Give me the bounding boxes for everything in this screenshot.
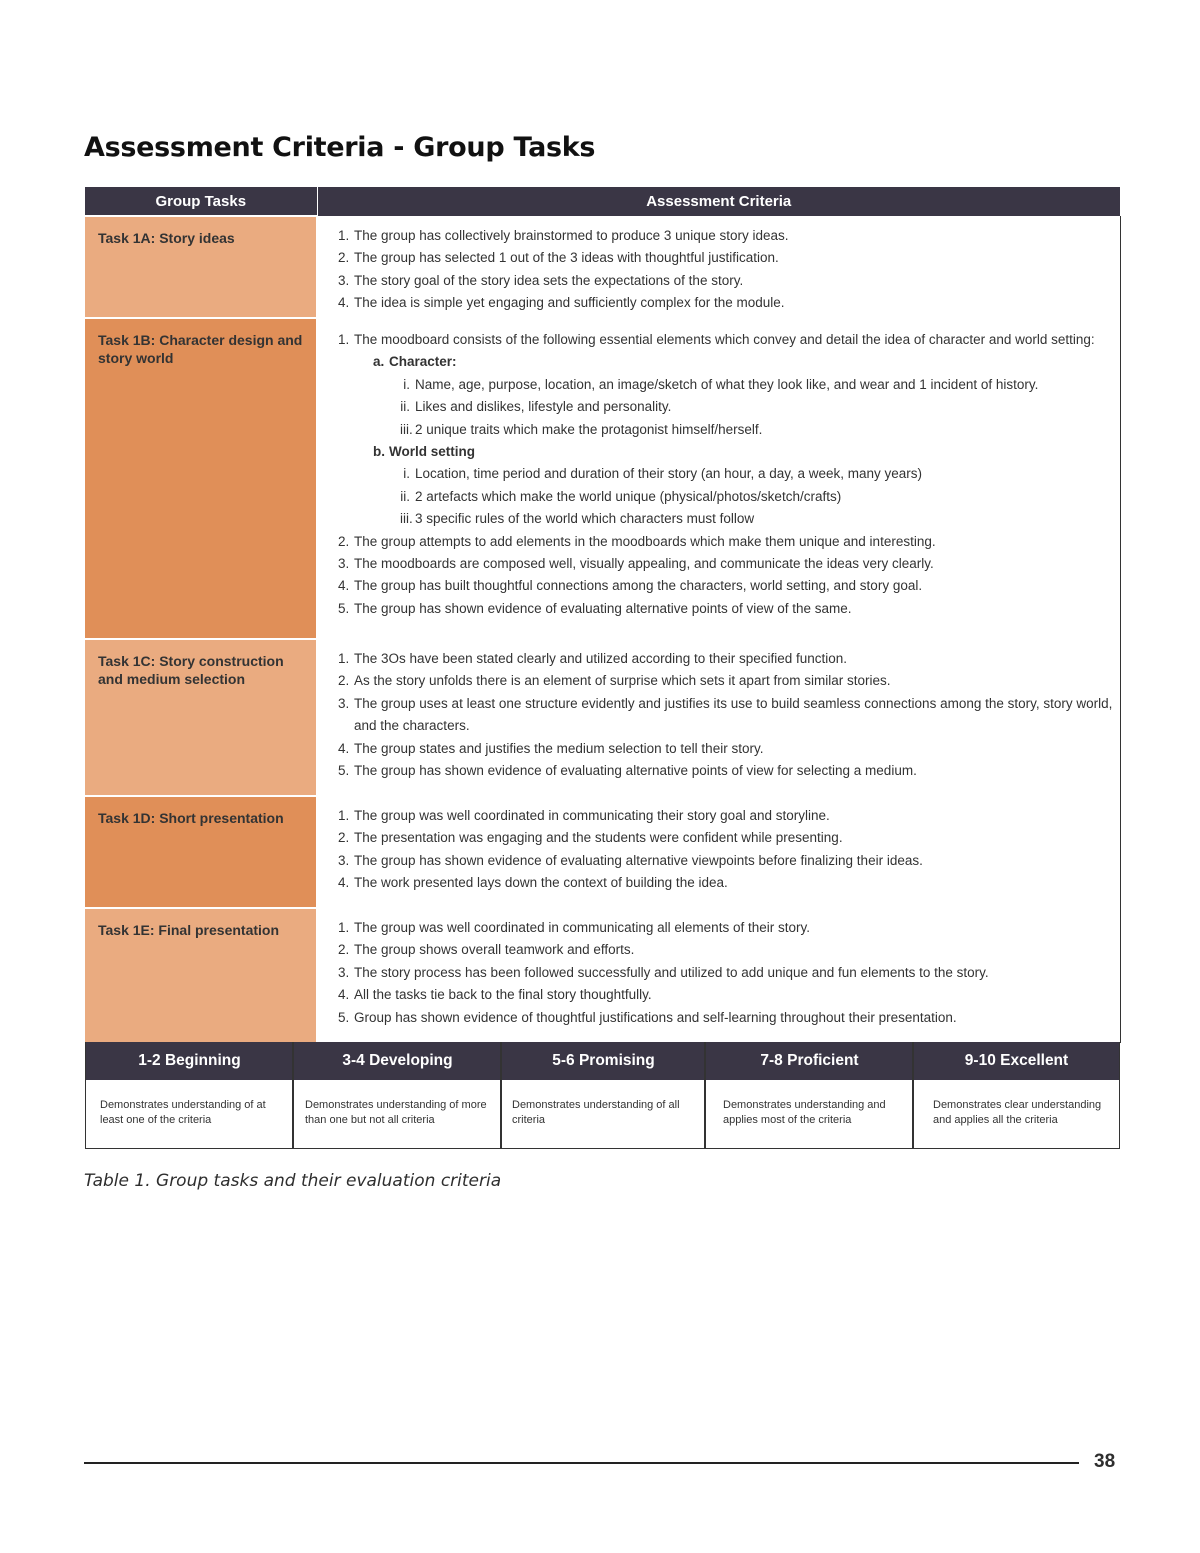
criteria-list: [338, 917, 1114, 1029]
rubric-level-description: Demonstrates understanding of all criteria: [512, 1099, 680, 1126]
list-item: 1. The group was well coordinated in communicating all elements of their story.: [338, 920, 810, 935]
list-item: 4. The group has built thoughtful connections among the characters, world setting, and story goal.: [338, 578, 923, 594]
list-item: 3. The story process has been followed successfully and utilized to add unique and fun elements to the story.: [338, 964, 989, 980]
page-number: 38: [1094, 1451, 1116, 1472]
rubric-level-title: 3-4 Developing: [294, 1042, 501, 1080]
criteria-list: [338, 648, 1114, 782]
rubric-level-promising: [500, 1042, 705, 1148]
rubric-level-description: Demonstrates understanding of at least one of the criteria: [100, 1099, 266, 1126]
table-caption: Table 1. Group tasks and their evaluation criteria: [84, 1171, 502, 1191]
sub-item-world-setting: b. World setting i. Location, time period and duration of their story (an hour, a day, a week, many years) ii. 2 artefacts which make the world unique (physical/photos/sketch/crafts) iii. 3 specific rules of the world which characters must follow: [373, 441, 1114, 531]
list-item: iii. 2 unique traits which make the protagonist himself/herself.: [400, 421, 763, 437]
list-item: 5. Group has shown evidence of thoughtful justifications and self-learning throughout their presentation.: [338, 1009, 957, 1025]
list-item: i. Location, time period and duration of their story (an hour, a day, a week, many years): [403, 466, 923, 482]
list-item: 2. As the story unfolds there is an element of surprise which sets it apart from similar stories.: [338, 673, 891, 689]
list-item: iii. 3 specific rules of the world which characters must follow: [400, 511, 755, 527]
sub-item-character: a. Character: i. Name, age, purpose, location, an image/sketch of what they look like, and wear and 1 incident of history. ii. Likes and dislikes, lifestyle and personality. iii. 2 unique traits which make the protagonist himself/herself.: [373, 351, 1114, 441]
table-row-task-1e: [85, 908, 1120, 1043]
task-label: Task 1E: Final presentation: [85, 908, 317, 1043]
roman-list: [389, 374, 1114, 441]
header-assessment-criteria: Assessment Criteria: [317, 187, 1120, 216]
rubric-level-description: Demonstrates understanding of more than one but not all criteria: [305, 1099, 487, 1126]
rubric-level-title: 5-6 Promising: [502, 1042, 705, 1080]
criteria-cell: [317, 216, 1120, 318]
rubric-level-description: Demonstrates clear understanding and applies all the criteria: [933, 1099, 1102, 1126]
list-item: 4. The work presented lays down the context of building the idea.: [338, 875, 728, 891]
footer-divider: [84, 1462, 1079, 1464]
criteria-cell: [317, 796, 1120, 908]
rubric-scale: [85, 1042, 1120, 1149]
list-item: 1. The moodboard consists of the following essential elements which convey and detail the idea of character and world setting: a. Character: i. Name, age, purpose, location, an image/sketch of what they look like, and wear and 1 incident of history. ii. Likes and dislikes, lifestyle and personality. iii. 2 unique traits which make the protagonist himself/herself. b. World setting i. Location, time period and duration of their story (an hour, a day, a week, many years) ii. 2 artefacts which make the world unique (physical/photos/sketch/crafts) iii. 3 specific rules of the world which characters must follow: [338, 329, 1114, 531]
rubric-level-title: 1-2 Beginning: [86, 1042, 293, 1080]
list-item: ii. 2 artefacts which make the world unique (physical/photos/sketch/crafts): [400, 488, 842, 504]
criteria-cell: [317, 639, 1120, 796]
table-row-task-1c: [85, 639, 1120, 796]
rubric-level-excellent: [912, 1042, 1119, 1148]
task-label: Task 1B: Character design and story world: [85, 318, 317, 639]
list-item: ii. Likes and dislikes, lifestyle and personality.: [400, 399, 672, 415]
assessment-criteria-table: [85, 187, 1121, 1043]
list-item: 1. The group has collectively brainstormed to produce 3 unique story ideas.: [338, 228, 789, 243]
list-item: 3. The group uses at least one structure evidently and justifies its use to build seamless connections among the story, story world, and the characters.: [338, 695, 1113, 734]
sub-list: [354, 351, 1114, 530]
list-item: 1. The 3Os have been stated clearly and utilized according to their specified function.: [338, 651, 848, 666]
list-item: 2. The group has selected 1 out of the 3 ideas with thoughtful justification.: [338, 250, 779, 266]
table-header-row: [85, 187, 1120, 216]
task-label: Task 1C: Story construction and medium selection: [85, 639, 317, 796]
list-item: 4. The group states and justifies the medium selection to tell their story.: [338, 740, 764, 756]
rubric-level-developing: [292, 1042, 501, 1148]
criteria-list: [338, 329, 1114, 620]
task-label: Task 1A: Story ideas: [85, 216, 317, 318]
criteria-cell: [317, 908, 1120, 1043]
list-item: 2. The presentation was engaging and the students were confident while presenting.: [338, 830, 843, 846]
rubric-level-proficient: [704, 1042, 913, 1148]
list-item: 1. The group was well coordinated in communicating their story goal and storyline.: [338, 808, 830, 823]
roman-list: [389, 463, 1114, 530]
criteria-list: [338, 225, 1114, 315]
rubric-level-description: Demonstrates understanding and applies most of the criteria: [723, 1099, 886, 1126]
list-item: 5. The group has shown evidence of evaluating alternative points of view of the same.: [338, 600, 852, 616]
list-item: i. Name, age, purpose, location, an image/sketch of what they look like, and wear and 1 incident of history.: [403, 376, 1039, 392]
rubric-level-title: 7-8 Proficient: [706, 1042, 913, 1080]
list-item: 3. The moodboards are composed well, visually appealing, and communicate the ideas very clearly.: [338, 556, 934, 572]
list-item: 2. The group attempts to add elements in the moodboards which make them unique and interesting.: [338, 533, 936, 549]
list-item: 4. The idea is simple yet engaging and sufficiently complex for the module.: [338, 295, 785, 311]
header-group-tasks: Group Tasks: [85, 187, 317, 216]
page-title: Assessment Criteria - Group Tasks: [84, 132, 596, 163]
list-item: 4. All the tasks tie back to the final story thoughtfully.: [338, 987, 652, 1003]
list-item: 3. The group has shown evidence of evaluating alternative viewpoints before finalizing their ideas.: [338, 852, 923, 868]
criteria-list: [338, 805, 1114, 895]
rubric-level-beginning: [86, 1042, 293, 1148]
table-row-task-1d: [85, 796, 1120, 908]
criteria-cell: [317, 318, 1120, 639]
table-row-task-1b: [85, 318, 1120, 639]
rubric-level-title: 9-10 Excellent: [914, 1042, 1119, 1080]
list-item: 5. The group has shown evidence of evaluating alternative points of view for selecting a medium.: [338, 763, 917, 779]
list-item: 3. The story goal of the story idea sets the expectations of the story.: [338, 272, 744, 288]
table-row-task-1a: [85, 216, 1120, 318]
task-label: Task 1D: Short presentation: [85, 796, 317, 908]
list-item: 2. The group shows overall teamwork and efforts.: [338, 942, 635, 958]
